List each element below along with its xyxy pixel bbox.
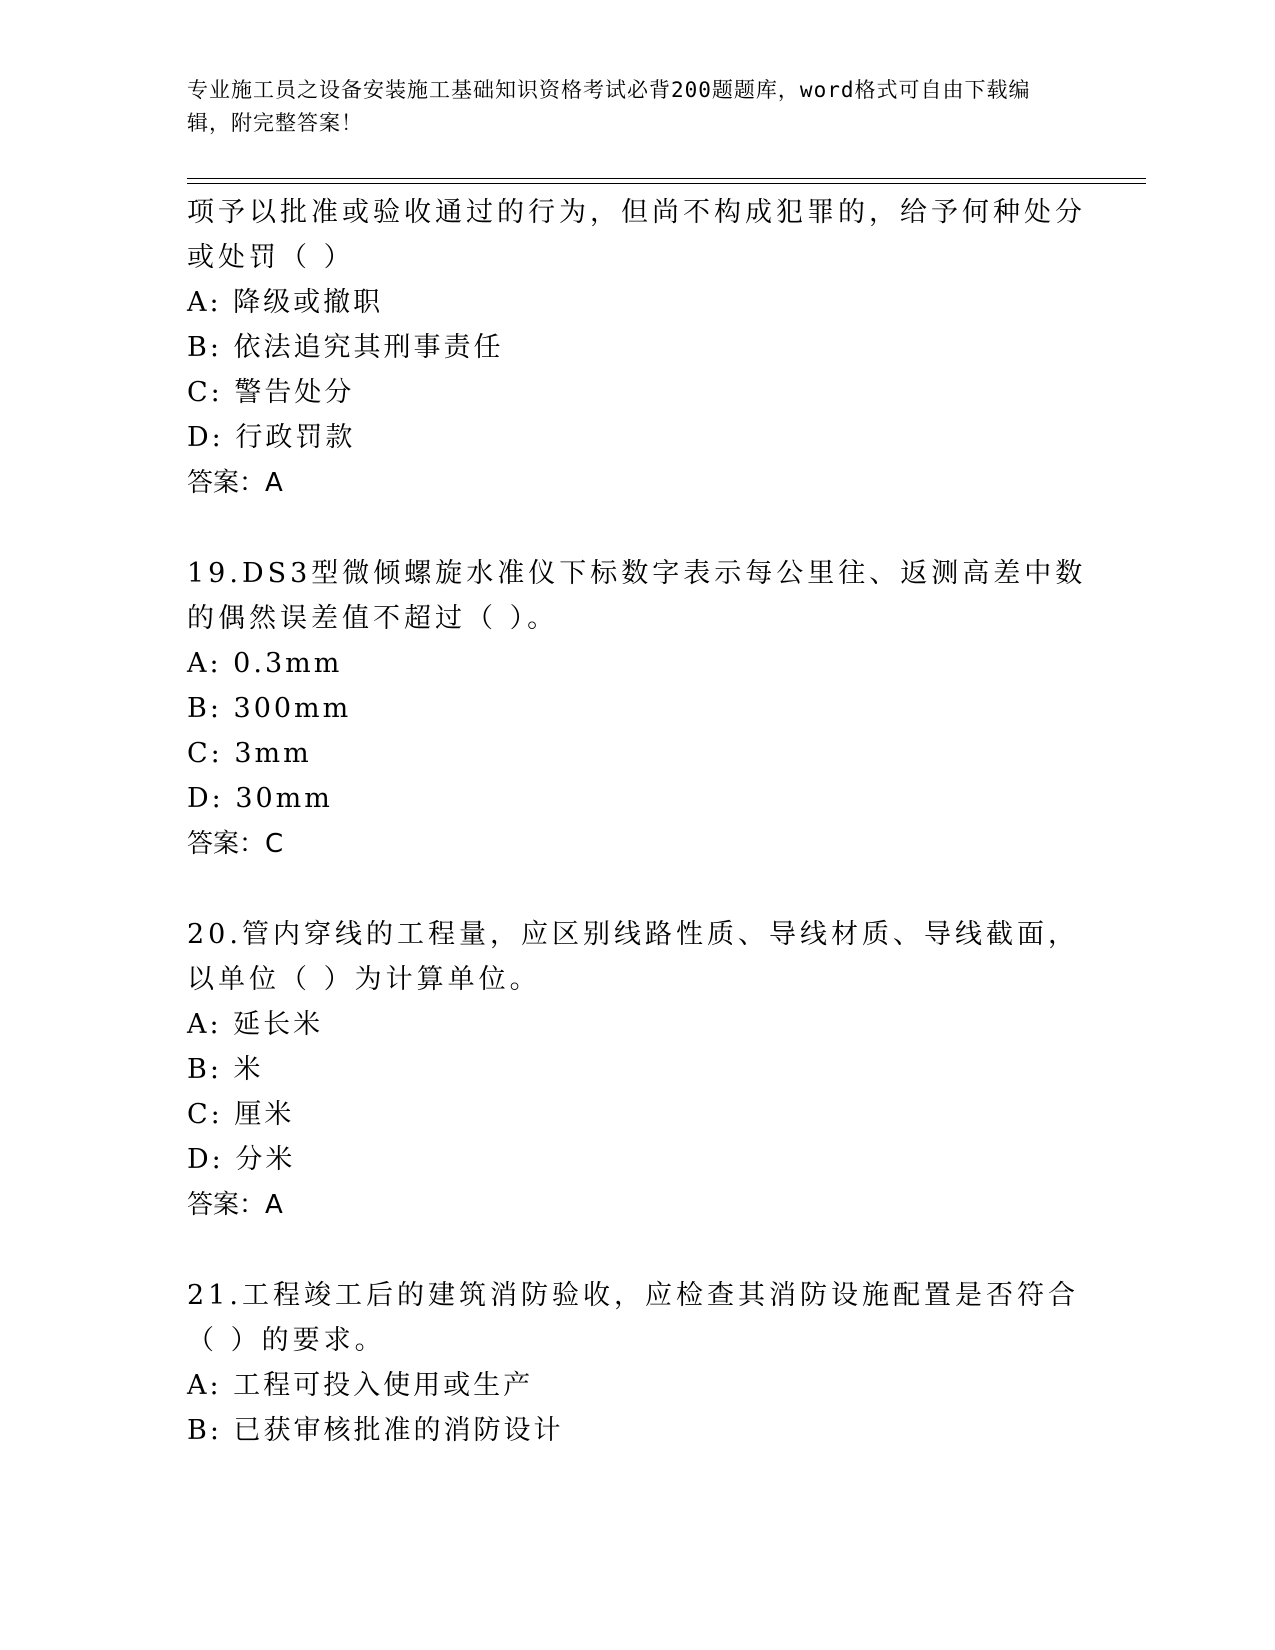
option-b: B: 300mm [187,693,352,724]
question-text: 21.工程竣工后的建筑消防验收，应检查其消防设施配置是否符合（ ）的要求。 [187,1280,1079,1356]
question-21 [187,1273,1087,1453]
option-c: C: 厘米 [187,1099,295,1130]
header-divider-bottom [187,183,1146,184]
question-text: 19.DS3型微倾螺旋水准仪下标数字表示每公里往、返测高差中数的偶然误差值不超过（ ）。 [187,558,1087,634]
answer: 答案：A [187,468,283,498]
option-b: B: 已获审核批准的消防设计 [187,1415,564,1446]
option-a: A: 工程可投入使用或生产 [187,1370,534,1401]
header-divider-top [187,178,1146,179]
answer: 答案：A [187,1190,283,1220]
option-d: D: 分米 [187,1144,296,1175]
option-d: D: 行政罚款 [187,422,356,453]
option-c: C: 警告处分 [187,377,355,408]
question-list [187,190,1087,1453]
option-c: C: 3mm [187,738,312,769]
option-a: A: 0.3mm [187,648,343,679]
question-20 [187,912,1087,1228]
question-18 [187,190,1087,506]
option-b: B: 依法追究其刑事责任 [187,332,504,363]
question-text: 20.管内穿线的工程量，应区别线路性质、导线材质、导线截面，以单位（ ）为计算单位。 [187,919,1079,995]
option-a: A: 延长米 [187,1009,324,1040]
option-d: D: 30mm [187,783,333,814]
answer: 答案：C [187,829,284,859]
question-19 [187,551,1087,867]
option-b: B: 米 [187,1054,264,1085]
option-a: A: 降级或撤职 [187,287,384,318]
document-header: 专业施工员之设备安装施工基础知识资格考试必背200题题库，word格式可自由下载编辑，附完整答案！ [187,78,1031,135]
question-text: 项予以批准或验收通过的行为，但尚不构成犯罪的，给予何种处分或处罚（ ） [187,197,1086,273]
